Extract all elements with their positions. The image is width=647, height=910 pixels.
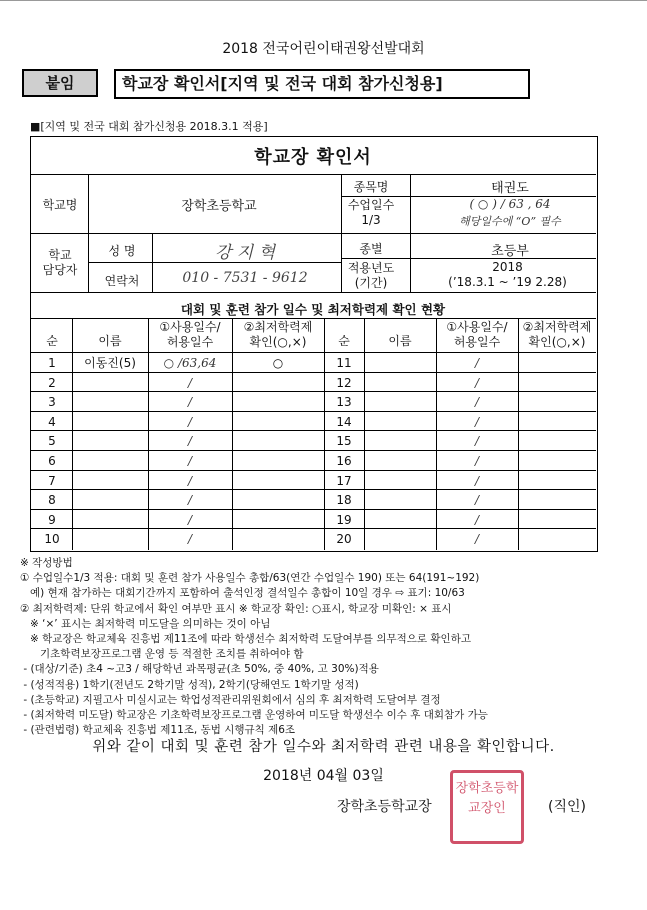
grid-line [410, 174, 411, 292]
col-no-right: 순 [338, 334, 350, 348]
seal-label: (직인) [548, 799, 586, 815]
row-number: 20 [336, 532, 352, 547]
athlete-name [364, 431, 436, 451]
min-academic-check [518, 451, 596, 471]
min-academic-check [518, 490, 596, 510]
col-min-left: ②최저학력제 확인(○,×) [243, 320, 313, 349]
class-days-hint: 해당일수에 “O” 필수 [459, 215, 561, 228]
used-allowed-days: / [474, 395, 480, 410]
row-number: 15 [336, 434, 352, 449]
min-academic-check [232, 510, 324, 530]
athlete-name [72, 373, 148, 393]
category-value: 초등부 [491, 244, 529, 259]
manager-phone-label: 연락처 [104, 274, 140, 288]
instruction-line: ② 최저학력제: 단위 학교에서 확인 여부만 표시 ※ 학교장 확인: ○표시, 학교장 미확인: × 표시 [20, 602, 452, 615]
row-number: 3 [48, 395, 56, 410]
row-number: 13 [336, 395, 352, 410]
used-allowed-days: / [187, 414, 193, 429]
row-number: 7 [48, 473, 56, 488]
col-min-right: ②최저학력제 확인(○,×) [522, 320, 592, 349]
row-number: 10 [44, 532, 60, 547]
min-academic-check [232, 471, 324, 491]
col-days-left: ①사용일수/ 허용일수 [159, 320, 221, 349]
instruction-line: - (성적적용) 1학기(전년도 2학기말 성적), 2학기(당해연도 1학기말 성적) [20, 678, 359, 691]
used-allowed-days: / [187, 532, 193, 547]
used-allowed-days: / [187, 473, 193, 488]
year-label: 적용년도 (기간) [347, 261, 395, 290]
manager-label: 학교 담당자 [42, 248, 78, 277]
instruction-line: 예) 현재 참가하는 대회기간까지 포함하여 출석인정 결석일수 총합이 10일 경우 ⇨ 표기: 10/63 [20, 587, 465, 600]
row-number: 16 [336, 454, 352, 468]
row-number: 4 [48, 414, 56, 429]
min-academic-check [518, 373, 596, 393]
row-number: 9 [48, 512, 56, 527]
event-title: 2018 전국어린이태권왕선발대회 [222, 41, 425, 57]
row-number: 5 [48, 434, 56, 449]
used-allowed-days: / [474, 473, 480, 488]
athlete-name [364, 412, 436, 432]
min-academic-check [232, 373, 324, 393]
used-allowed-days: / [474, 454, 480, 468]
used-allowed-days: / [187, 434, 193, 449]
used-allowed-days: / [474, 414, 480, 429]
athlete-name [364, 451, 436, 471]
used-allowed-days: / [474, 434, 480, 449]
instruction-line: 기초학력보장프로그램 운영 등 적절한 조치를 취하여야 함 [20, 648, 304, 661]
school-label: 학교명 [42, 198, 78, 212]
row-number: 14 [336, 414, 352, 429]
athlete-name [72, 529, 148, 549]
used-allowed-days: ○ /63,64 [163, 356, 217, 370]
category-label: 종별 [359, 242, 383, 256]
document-title: 학교장 확인서[지역 및 전국 대회 참가신청용] [114, 69, 530, 99]
instruction-line: - (최저학력 미도달) 학교장은 기초학력보장프로그램 운영하여 미도달 학생선수 이수 후 대회참가 가능 [20, 709, 488, 722]
used-allowed-days: / [474, 493, 480, 508]
used-allowed-days: / [474, 356, 480, 370]
row-number: 18 [336, 493, 352, 508]
min-academic-check: ○ [272, 356, 284, 370]
grid-line [88, 174, 89, 292]
sport-value: 태권도 [491, 181, 529, 196]
used-allowed-days: / [187, 512, 193, 527]
attachment-badge: 붙임 [22, 69, 98, 97]
athlete-name [364, 353, 436, 373]
grid-line [30, 292, 596, 293]
applicability-note: ■[지역 및 전국 대회 참가신청용 2018.3.1 적용] [30, 120, 268, 133]
athlete-name [72, 451, 148, 471]
row-number: 19 [336, 512, 352, 527]
instruction-line: - (관련법령) 학교체육 진흥법 제11조, 동법 시행규칙 제6조 [20, 724, 296, 737]
row-number: 11 [336, 356, 352, 370]
row-number: 12 [336, 375, 352, 390]
row-number: 1 [48, 356, 56, 370]
athlete-name [72, 431, 148, 451]
year-period: (’18.3.1 ~ ’19 2.28) [448, 275, 567, 289]
class-days-value: ( ○ ) / 63 , 64 [469, 197, 551, 211]
used-allowed-days: / [474, 532, 480, 547]
writing-instructions [20, 556, 620, 738]
grid-line [30, 233, 596, 234]
min-academic-check [518, 471, 596, 491]
instruction-line: ① 수업일수1/3 적용: 대회 및 훈련 참가 사용일수 총합/63(연간 수업일수 190) 또는 64(191~192) [20, 572, 480, 585]
status-title: 대회 및 훈련 참가 일수 및 최저학력제 확인 현황 [180, 302, 446, 317]
class-days-label: 수업일수 1/3 [347, 198, 395, 227]
manager-name-value: 강 지 혁 [214, 243, 276, 263]
seal-stamp-text: 장학초등학교장인 [455, 781, 519, 816]
min-academic-check [232, 490, 324, 510]
signer-name: 장학초등학교장 [337, 799, 432, 815]
athlete-name [364, 510, 436, 530]
year-value: 2018 [492, 260, 523, 274]
athlete-name [364, 529, 436, 549]
used-allowed-days: / [187, 493, 193, 508]
col-days-right: ①사용일수/ 허용일수 [446, 320, 508, 349]
instruction-line: - (초등학교) 지필고사 미실시교는 학업성적관리위원회에서 심의 후 최저학력 도달여부 결정 [20, 693, 441, 706]
row-number: 8 [48, 493, 56, 508]
sport-label: 종목명 [353, 180, 389, 194]
row-number: 6 [48, 454, 56, 468]
athlete-name [72, 510, 148, 530]
min-academic-check [518, 431, 596, 451]
min-academic-check [518, 392, 596, 412]
instruction-line: ※ 학교장은 학교체육 진흥법 제11조에 따라 학생선수 최저학력 도달여부를 의무적으로 확인하고 [20, 633, 471, 646]
athlete-name [364, 373, 436, 393]
used-allowed-days: / [474, 512, 480, 527]
grid-line [30, 318, 596, 319]
issue-date: 2018년 04월 03일 [263, 768, 384, 784]
athlete-name [72, 471, 148, 491]
min-academic-check [518, 510, 596, 530]
col-name-right: 이름 [388, 334, 412, 348]
athlete-name [72, 490, 148, 510]
manager-name-label: 성 명 [108, 244, 136, 258]
form-heading: 학교장 확인서 [254, 147, 372, 168]
min-academic-check [232, 412, 324, 432]
athlete-name [72, 412, 148, 432]
min-academic-check [518, 529, 596, 549]
min-academic-check [232, 451, 324, 471]
row-number: 2 [48, 375, 56, 390]
col-no-left: 순 [46, 334, 58, 348]
min-academic-check [518, 353, 596, 373]
min-academic-check [232, 529, 324, 549]
athlete-name [364, 490, 436, 510]
instruction-line: ※ ‘×’ 표시는 최저학력 미도달을 의미하는 것이 아님 [20, 617, 271, 630]
manager-phone-value: 010 - 7531 - 9612 [182, 270, 308, 286]
used-allowed-days: / [187, 395, 193, 410]
grid-line [152, 233, 153, 292]
min-academic-check [232, 431, 324, 451]
confirmation-statement: 위와 같이 대회 및 훈련 참가 일수와 최저학력 관련 내용을 확인합니다. [92, 739, 555, 755]
athlete-name [364, 471, 436, 491]
col-name-left: 이름 [98, 334, 122, 348]
athlete-name [72, 392, 148, 412]
athlete-name [364, 392, 436, 412]
athlete-name: 이동진(5) [84, 356, 136, 370]
used-allowed-days: / [474, 375, 480, 390]
min-academic-check [518, 412, 596, 432]
official-seal [450, 770, 524, 844]
used-allowed-days: / [187, 454, 193, 468]
school-value: 장학초등학교 [181, 199, 257, 214]
row-number: 17 [336, 473, 352, 488]
instruction-line: ※ 작성방법 [20, 557, 73, 569]
grid-line [30, 174, 596, 175]
min-academic-check [232, 392, 324, 412]
used-allowed-days: / [187, 375, 193, 390]
instruction-line: - (대상/기준) 초4 ~고3 / 해당학년 과목평균(초 50%, 중 40%, 고 30%)적용 [20, 663, 379, 676]
